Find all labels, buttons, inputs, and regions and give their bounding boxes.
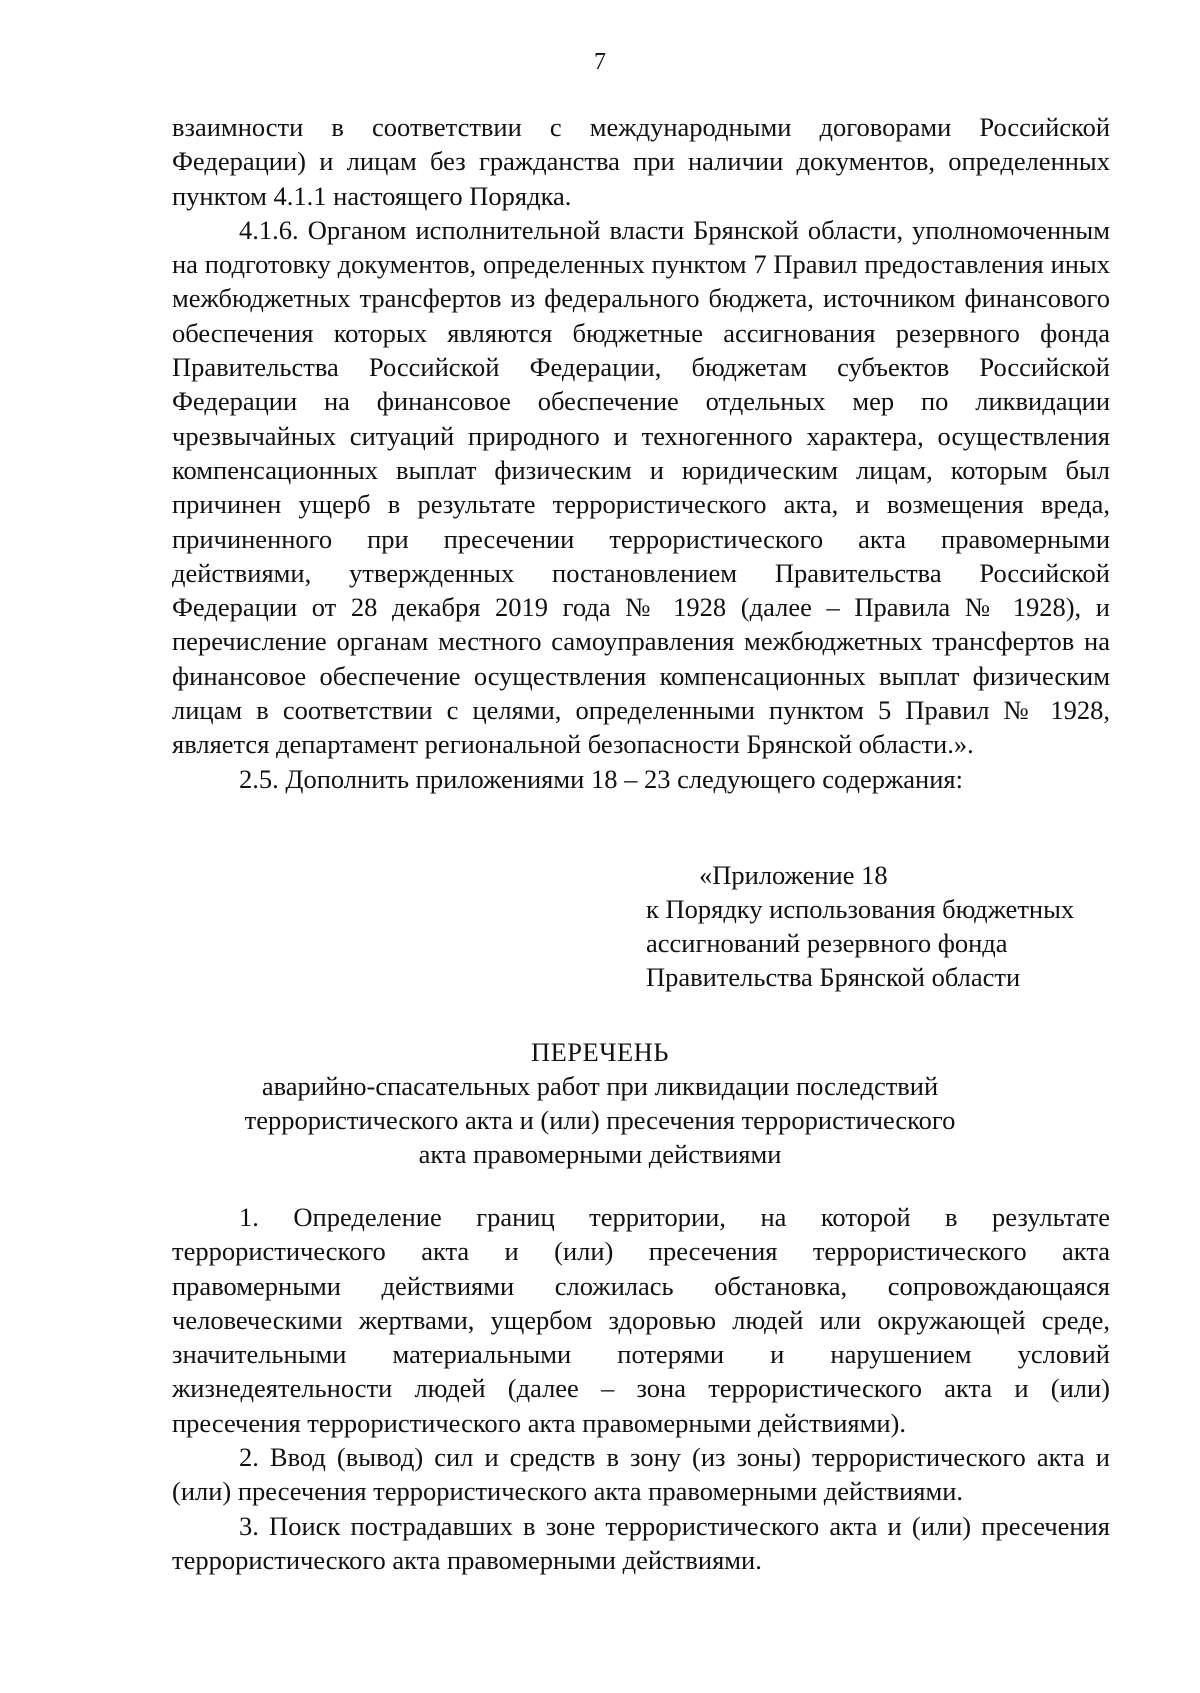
appendix-number: «Приложение 18 bbox=[699, 860, 888, 890]
list-item: 3. Поиск пострадавших в зоне террористического акта и (или) пресечения террористического акта правомерными действиями. bbox=[172, 1510, 1110, 1575]
paragraph-4-1-6: 4.1.6. Органом исполнительной власти Брянской области, уполномоченным на подготовку документов, определенных пунктом 7 Правил предоставления иных межбюджетных трансфертов из федерального бюджета, источником финансового обеспечения которых являются бюджетные ассигнования резервного фонда Правительства Российской Федерации, бюджетам субъектов Российской Федерации на финансовое обеспечение отдельных мер по ликвидации чрезвычайных ситуаций природного и техногенного характера, осуществления компенсационных выплат физическим и юридическим лицам, которым был причинен ущерб в результате террористического акта, и возмещения вреда, причиненного при пресечении террористического акта правомерными действиями, утвержденных постановлением Правительства Российской Федерации от 28 декабря 2019 года № 1928 (далее – Правила № 1928), и перечисление органам местного самоуправления межбюджетных трансфертов на финансовое обеспечение осуществления компенсационных выплат физическим лицам в соответствии с целями, определенными пунктом 5 Правил № 1928, является департамент региональной безопасности Брянской области.». bbox=[172, 214, 1110, 760]
page-number: 7 bbox=[594, 49, 606, 75]
title-heading: ПЕРЕЧЕНЬ bbox=[530, 1037, 669, 1067]
appendix-line-4: Правительства Брянской области bbox=[646, 962, 1021, 992]
paragraph-continuation: взаимности в соответствии с международными договорами Российской Федерации) и лицам без гражданства при наличии документов, определенных пунктом 4.1.1 настоящего Порядка. bbox=[172, 112, 1110, 211]
paragraph-2-5: 2.5. Дополнить приложениями 18 – 23 следующего содержания: bbox=[239, 763, 963, 794]
title-line-2: террористического акта и (или) пресечения террористического bbox=[244, 1105, 956, 1135]
appendix-line-3: ассигнований резервного фонда bbox=[646, 928, 1008, 958]
appendix-line-2: к Порядку использования бюджетных bbox=[646, 894, 1075, 924]
appendix-header bbox=[646, 858, 1126, 994]
title-line-1: аварийно-спасательных работ при ликвидации последствий bbox=[261, 1071, 939, 1101]
body-text bbox=[172, 110, 1110, 796]
list-item: 2. Ввод (вывод) сил и средств в зону (из зоны) террористического акта и (или) пресечения террористического акта правомерными действиями. bbox=[172, 1442, 1110, 1507]
works-list bbox=[172, 1200, 1110, 1577]
list-item: 1. Определение границ территории, на которой в результате террористического акта и (или) пресечения террористического акта правомерными действиями сложилась обстановка, сопровождающаяся человеческими жертвами, ущербом здоровью людей или окружающей среде, значительными материальными потерями и нарушением условий жизнедеятельности людей (далее – зона террористического акта и (или) пресечения террористического акта правомерными действиями). bbox=[172, 1202, 1110, 1438]
title-line-3: акта правомерными действиями bbox=[418, 1139, 782, 1169]
list-title bbox=[0, 1035, 1200, 1171]
